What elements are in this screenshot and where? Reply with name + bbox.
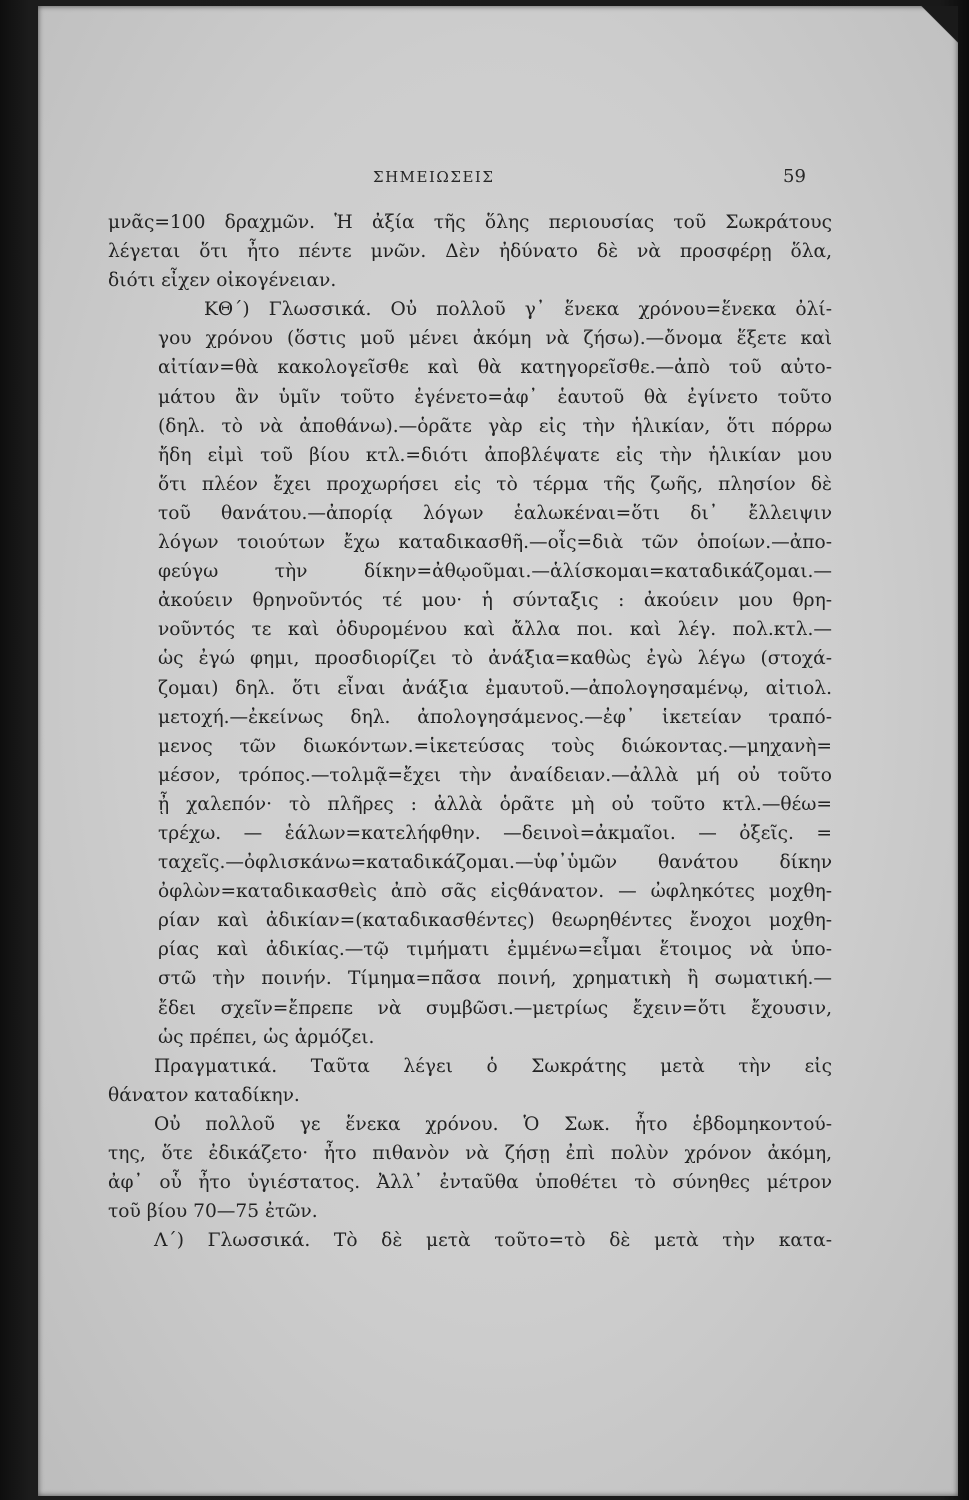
text-line: Λ´) Γλωσσικά. Τὸ δὲ μετὰ τοῦτο=τὸ δὲ μετὰ τὴν κατα- [154,1230,832,1252]
text-line: λέγεται ὅτι ἦτο πέντε μνῶν. Δὲν ἠδύνατο δὲ νὰ προσφέρῃ ὅλα, [108,241,832,263]
text-line: ᾖ χαλεπόν· τὸ πλῆρες : ἀλλὰ ὁρᾶτε μὴ οὐ τοῦτο κτλ.—θέω= [158,793,832,815]
running-head: ΣΗΜΕΙΩΣΕΙΣ [373,168,495,186]
text-line: ὡς ἐγώ φημι, προσδιορίζει τὸ ἀνάξια=καθὼς ἐγὼ λέγω (στοχά- [158,648,832,670]
text-line: ζομαι) δηλ. ὅτι εἶναι ἀνάξια ἐμαυτοῦ.—ἀπολογησαμένῳ, αἰτιολ. [158,677,832,699]
text-line: Οὐ πολλοῦ γε ἕνεκα χρόνου. Ὁ Σωκ. ἦτο ἑβδομηκοντού- [154,1113,832,1135]
paragraph [108,295,832,1051]
page-number: 59 [783,166,806,187]
text-line: διότι εἶχεν οἰκογένειαν. [108,270,337,292]
text-line: τρέχω. — ἑάλων=κατελήφθην. —δεινοὶ=ἀκμαῖοι. — ὀξεῖς. = [158,822,832,844]
text-line: ἀκούειν θρηνοῦντός τέ μου· ἡ σύνταξις : ἀκούειν μου θρη- [158,590,832,612]
text-line: ὀφλὼν=καταδικασθεὶς ἀπὸ σᾶς εἰςθάνατον. — ὠφληκότες μοχθη- [158,881,832,903]
text-line: γου χρόνου (ὅστις μοῦ μένει ἀκόμη νὰ ζήσω).—ὄνομα ἕξετε καὶ [158,328,832,350]
text-line: ρίας καὶ ἀδικίας.—τῷ τιμήματι ἐμμένω=εἶμαι ἕτοιμος νὰ ὑπο- [158,939,832,961]
text-line: τοῦ θανάτου.—ἀπορίᾳ λόγων ἑαλωκέναι=ὅτι δι᾽ ἔλλειψιν [158,502,832,524]
text-line: φεύγω τὴν δίκην=ἀθῳοῦμαι.—ἁλίσκομαι=καταδικάζομαι.— [158,561,832,583]
body-text [108,208,832,1255]
text-line: ἀφ᾽ οὗ ἦτο ὑγιέστατος. Ἀλλ᾽ ἐνταῦθα ὑποθέτει τὸ σύνηθες μέτρον [108,1172,832,1194]
text-line: θάνατον καταδίκην. [108,1084,300,1106]
text-line: τοῦ βίου 70—75 ἐτῶν. [108,1201,318,1223]
text-line: ὡς πρέπει, ὡς ἁρμόζει. [158,1026,375,1048]
text-line: νοῦντός τε καὶ ὀδυρομένου καὶ ἄλλα ποι. καὶ λέγ. πολ.κτλ.— [158,619,832,641]
text-line: ὅτι πλέον ἔχει προχωρήσει εἰς τὸ τέρμα τῆς ζωῆς, πλησίον δὲ [158,473,832,495]
paragraph [108,1226,832,1255]
text-line: μενος τῶν διωκόντων.=ἱκετεύσας τοὺς διώκοντας.—μηχανὴ= [158,735,832,757]
text-line: ταχεῖς.—ὀφλισκάνω=καταδικάζομαι.—ὑφ᾽ὑμῶν θανάτου δίκην [158,852,832,874]
text-line: μνᾶς=100 δραχμῶν. Ἡ ἀξία τῆς ὅλης περιουσίας τοῦ Σωκράτους [108,212,832,233]
text-line: αἰτίαν=θὰ κακολογεῖσθε καὶ θὰ κατηγορεῖσθε.—ἀπὸ τοῦ αὐτο- [158,357,832,379]
text-line: στῶ τὴν ποινήν. Τίμημα=πᾶσα ποινή, χρηματικὴ ἢ σωματική.— [158,968,832,990]
text-line: ρίαν καὶ ἀδικίαν=(καταδικασθέντες) θεωρηθέντες ἔνοχοι μοχθη- [158,910,832,932]
paragraph [108,1052,832,1110]
paragraph [108,1110,832,1226]
text-line: λόγων τοιούτων ἔχω καταδικασθῆ.—οἷς=διὰ τῶν ὁποίων.—ἀπο- [158,532,832,554]
torn-corner [898,6,958,66]
text-line: της, ὅτε ἐδικάζετο· ἦτο πιθανὸν νὰ ζήσῃ ἐπὶ πολὺν χρόνον ἀκόμη, [108,1143,832,1164]
text-line: ἤδη εἰμὶ τοῦ βίου κτλ.=διότι ἀποβλέψατε εἰς τὴν ἡλικίαν μου [158,444,832,466]
text-line: ΚΘ´) Γλωσσικά. Οὐ πολλοῦ γ᾽ ἕνεκα χρόνου=ἕνεκα ὀλί- [204,299,832,321]
book-page [38,6,958,1496]
text-line: μετοχή.—ἐκείνως δηλ. ἀπολογησάμενος.—ἐφ᾽ ἱκετείαν τραπό- [158,706,832,728]
text-line: (δηλ. τὸ νὰ ἀποθάνω).—ὁρᾶτε γὰρ εἰς τὴν ἡλικίαν, ὅτι πόρρω [158,415,832,437]
text-line: ἔδει σχεῖν=ἔπρεπε νὰ συμβῶσι.—μετρίως ἔχειν=ὅτι ἔχουσιν, [158,997,832,1019]
text-line: μάτου ἂν ὑμῖν τοῦτο ἐγένετο=ἀφ᾽ ἑαυτοῦ θὰ ἐγίνετο τοῦτο [158,386,832,408]
text-line: Πραγματικά. Ταῦτα λέγει ὁ Σωκράτης μετὰ τὴν εἰς [154,1055,832,1077]
page-header [38,168,958,192]
paragraph [108,208,832,295]
text-line: μέσον, τρόπος.—τολμᾷ=ἔχει τὴν ἀναίδειαν.—ἀλλὰ μή οὐ τοῦτο [158,764,832,786]
